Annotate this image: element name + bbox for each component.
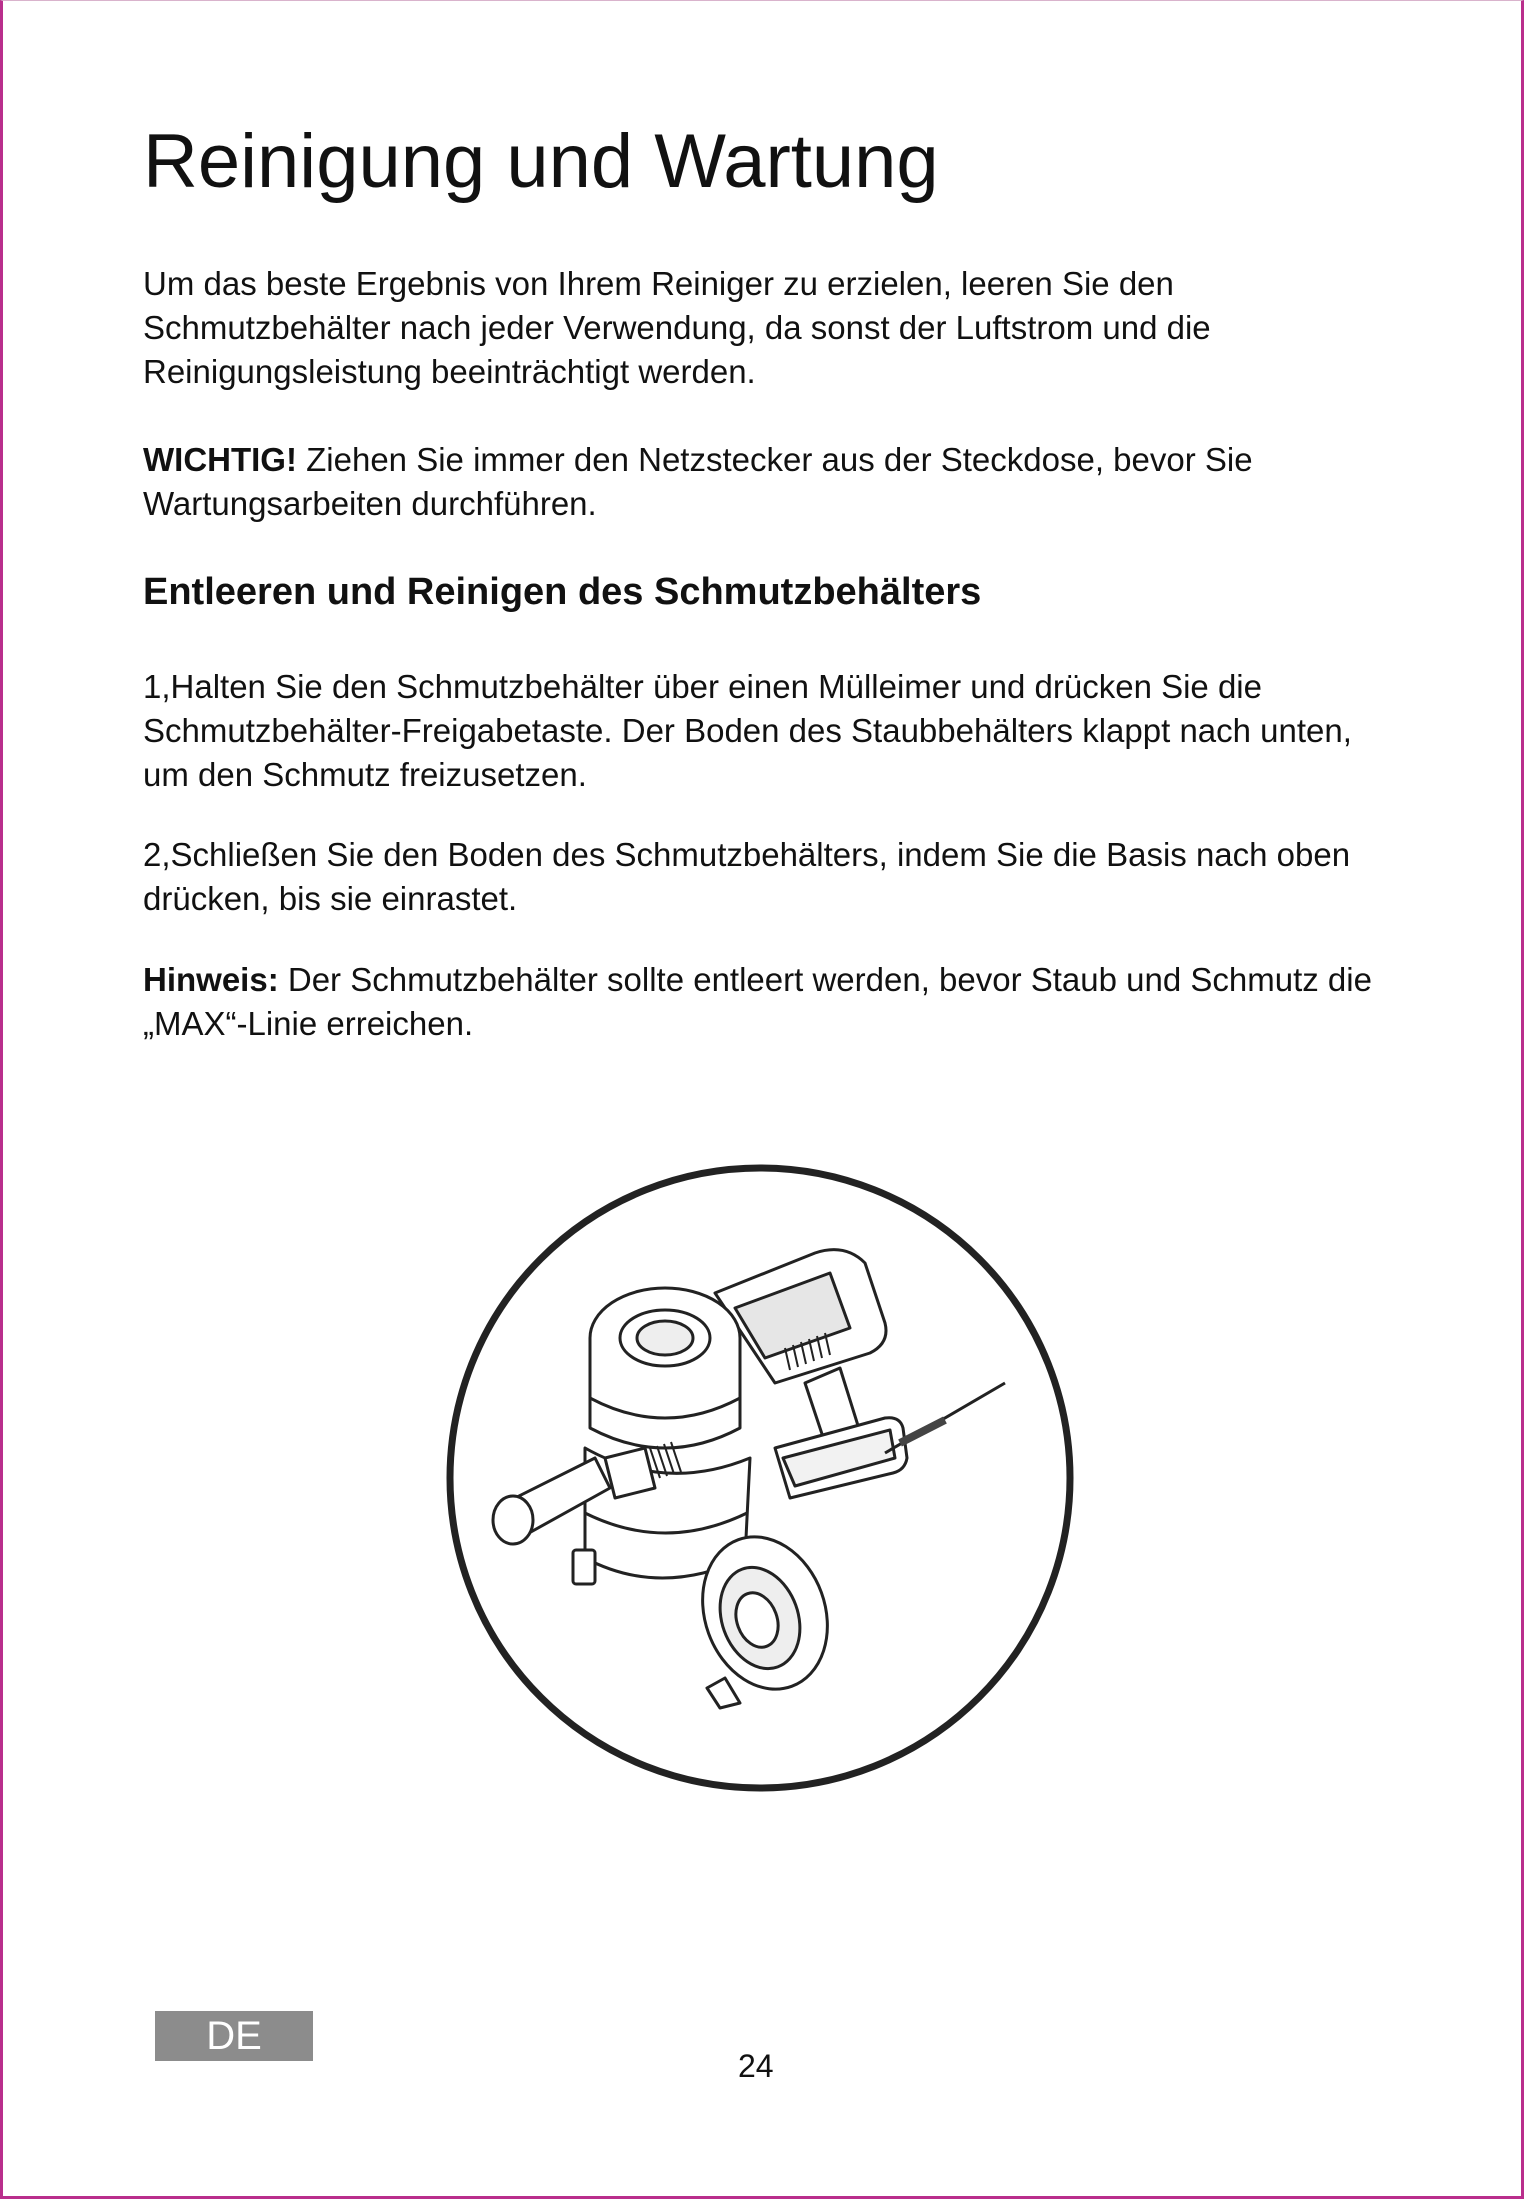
page-number: 24 <box>738 2048 774 2084</box>
vacuum-dust-container-icon <box>445 1158 1075 1798</box>
note-paragraph <box>143 958 1383 1046</box>
page-title: Reinigung und Wartung <box>143 119 939 204</box>
warning-paragraph <box>143 438 1383 526</box>
step-1: 1,Halten Sie den Schmutzbehälter über einen Mülleimer und drücken Sie die Schmutzbehälter-Freigabetaste. Der Boden des Staubbehälters klappt nach unten, um den Schmutz freizusetzen. <box>143 668 1352 793</box>
warning-text: Ziehen Sie immer den Netzstecker aus der Steckdose, bevor Sie Wartungsarbeiten durchführen. <box>143 441 1253 522</box>
intro-paragraph: Um das beste Ergebnis von Ihrem Reiniger zu erzielen, leeren Sie den Schmutzbehälter nach jeder Verwendung, da sonst der Luftstrom und die Reinigungsleistung beeinträchtigt werden. <box>143 265 1211 390</box>
section-title: Entleeren und Reinigen des Schmutzbehälters <box>143 571 982 613</box>
language-badge: DE <box>155 2011 313 2061</box>
note-text: Der Schmutzbehälter sollte entleert werden, bevor Staub und Schmutz die „MAX“-Linie erreichen. <box>143 961 1372 1042</box>
step-2: 2,Schließen Sie den Boden des Schmutzbehälters, indem Sie die Basis nach oben drücken, bis sie einrastet. <box>143 836 1351 917</box>
note-label: Hinweis: <box>143 961 279 998</box>
warning-label: WICHTIG! <box>143 441 297 478</box>
